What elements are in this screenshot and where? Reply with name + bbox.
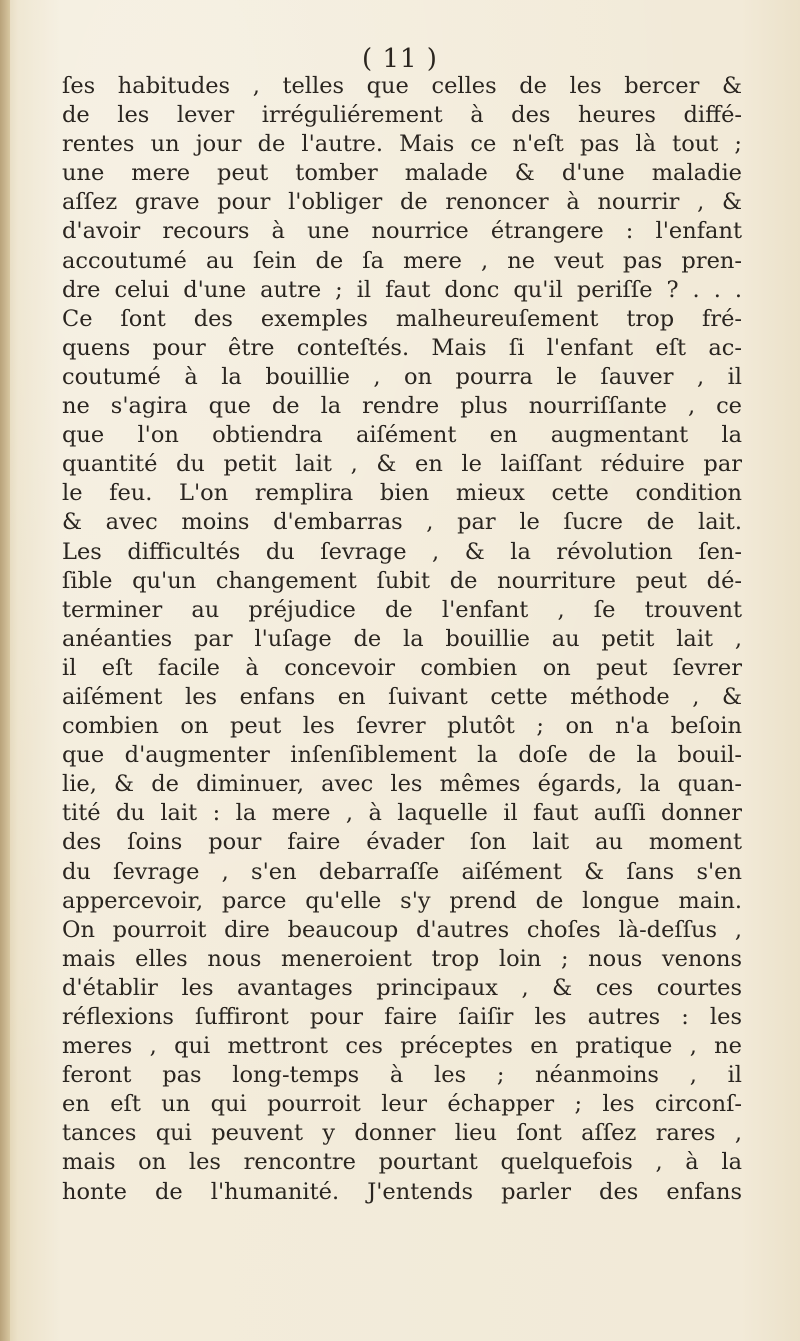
text-line: Ce ſont des exemples malheureuſement trop fré- — [62, 305, 742, 332]
text-line: tité du lait : la mere , à laquelle il faut auſſi donner — [62, 800, 742, 827]
text-line: que l'on obtiendra aiſément en augmentant la — [62, 422, 742, 449]
text-line: & avec moins d'embarras , par le ſucre de lait. — [62, 509, 742, 536]
text-line: feront pas long-temps à les ; néanmoins , il — [62, 1062, 742, 1089]
text-line: de les lever irréguliérement à des heures diffé- — [62, 102, 742, 129]
text-line: accoutumé au ſein de ſa mere , ne veut pas pren- — [62, 247, 742, 274]
text-line: ſible qu'un changement ſubit de nourriture peut dé- — [62, 567, 742, 594]
text-line: quantité du petit lait , & en le laiſſant réduire par — [62, 451, 742, 478]
text-line: du ſevrage , s'en debarraſſe aiſément & ſans s'en — [62, 858, 742, 885]
text-line: ne s'agira que de la rendre plus nourriſſante , ce — [62, 393, 742, 420]
text-line: lie, & de diminuer, avec les mêmes égards, la quan- — [62, 771, 742, 798]
body-text — [62, 72, 742, 1207]
text-line: combien on peut les ſevrer plutôt ; on n'a beſoin — [62, 713, 742, 740]
text-line: quens pour être conteſtés. Mais ſi l'enfant eſt ac- — [62, 334, 742, 361]
text-line: une mere peut tomber malade & d'une maladie — [62, 160, 742, 187]
text-line: meres , qui mettront ces préceptes en pratique , ne — [62, 1033, 742, 1060]
text-line: mais on les rencontre pourtant quelquefois , à la — [62, 1149, 742, 1176]
text-line: terminer au préjudice de l'enfant , ſe trouvent — [62, 596, 742, 623]
page-number: ( 11 ) — [362, 44, 438, 74]
text-line: aſſez grave pour l'obliger de renoncer à nourrir , & — [62, 189, 742, 216]
text-line: rentes un jour de l'autre. Mais ce n'eſt pas là tout ; — [62, 131, 742, 158]
text-line: que d'augmenter inſenſiblement la doſe de la bouil- — [62, 742, 742, 769]
text-line: mais elles nous meneroient trop loin ; nous venons — [62, 945, 742, 972]
text-line: dre celui d'une autre ; il faut donc qu'il periſſe ? . . . — [62, 276, 742, 303]
text-line: d'avoir recours à une nourrice étrangere : l'enfant — [62, 218, 742, 245]
text-line: appercevoir, parce qu'elle s'y prend de longue main. — [62, 887, 742, 914]
page-binding-edge — [0, 0, 10, 1341]
text-line: ſes habitudes , telles que celles de les bercer & — [62, 73, 742, 99]
text-line: des ſoins pour faire évader ſon lait au moment — [62, 829, 742, 856]
text-line: tances qui peuvent y donner lieu ſont aſſez rares , — [62, 1120, 742, 1147]
text-line: On pourroit dire beaucoup d'autres choſes là-deſſus , — [62, 916, 742, 943]
text-line: aiſément les enfans en ſuivant cette méthode , & — [62, 683, 742, 710]
text-line: le feu. L'on remplira bien mieux cette condition — [62, 480, 742, 507]
text-line: anéanties par l'uſage de la bouillie au petit lait , — [62, 625, 742, 652]
text-line: réflexions ſuffiront pour faire ſaiſir les autres : les — [62, 1004, 742, 1030]
text-line: il eſt facile à concevoir combien on peut ſevrer — [62, 654, 742, 681]
text-line: en eſt un qui pourroit leur échapper ; les circonſ- — [62, 1091, 742, 1118]
text-line: d'établir les avantages principaux , & ces courtes — [62, 974, 742, 1001]
text-line: honte de l'humanité. J'entends parler des enfans — [62, 1178, 742, 1205]
text-line: Les difficultés du ſevrage , & la révolution ſen- — [62, 538, 742, 565]
text-line: coutumé à la bouillie , on pourra le ſauver , il — [62, 363, 742, 390]
